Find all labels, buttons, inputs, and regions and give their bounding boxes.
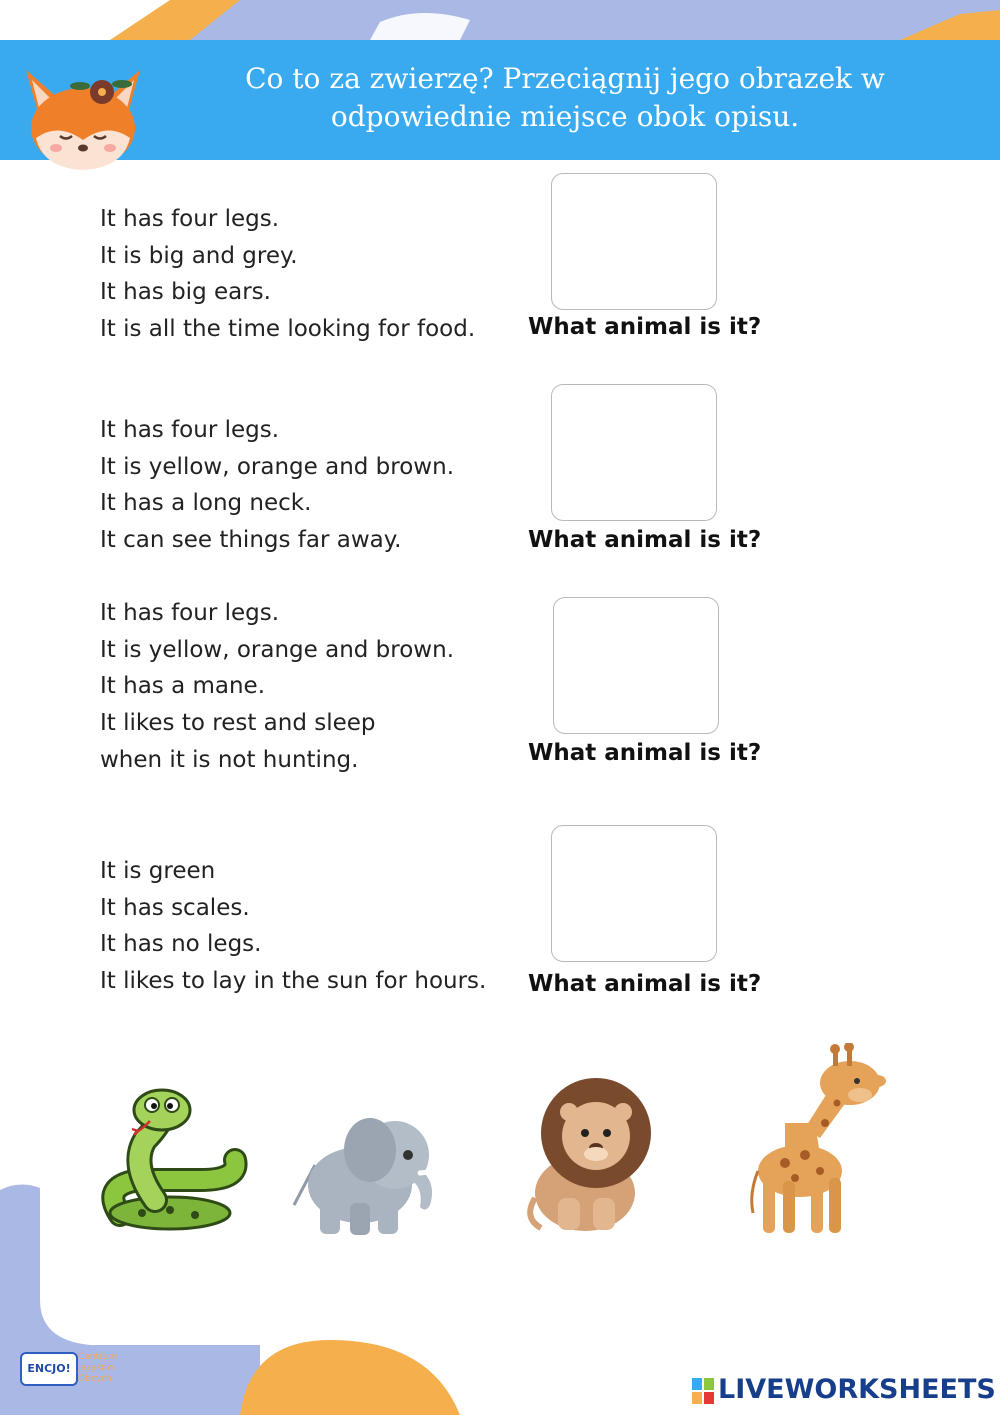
question-label-3: What animal is it? [528, 740, 762, 766]
page-title: Co to za zwierzę? Przeciągnij jego obrazek w odpowiednie miejsce obok opisu. [245, 62, 885, 133]
fox-mascot-icon [18, 60, 148, 175]
description-2 [100, 412, 520, 559]
description-3 [100, 595, 520, 778]
drop-zone-3[interactable] [553, 597, 719, 734]
encjo-logo: ENCJO! [20, 1352, 78, 1386]
description-line: It has four legs. [100, 206, 280, 232]
description-line: It has a long neck. [100, 490, 312, 517]
description-line: It is big and grey. [100, 242, 298, 269]
description-line: It is green [100, 858, 216, 884]
description-line: It is yellow, orange and brown. [100, 453, 455, 480]
lion-icon[interactable] [523, 1078, 671, 1233]
question-label-2: What animal is it? [528, 527, 762, 553]
drop-zone-2[interactable] [551, 384, 717, 521]
question-label-4: What animal is it? [528, 971, 762, 997]
description-line: when it is not hunting. [100, 746, 359, 773]
description-line: It is yellow, orange and brown. [100, 636, 455, 663]
drop-zone-4[interactable] [551, 825, 717, 962]
liveworksheets-logo-icon [692, 1378, 714, 1404]
description-line: It can see things far away. [100, 527, 402, 554]
drop-zone-1[interactable] [551, 173, 717, 310]
description-line: It likes to rest and sleep [100, 710, 376, 737]
elephant-icon[interactable] [290, 1105, 450, 1240]
description-line: It has no legs. [100, 931, 262, 958]
encjo-text-line: Centrum [78, 1352, 118, 1362]
description-line: It is all the time looking for food. [100, 316, 476, 343]
description-line: It has scales. [100, 894, 250, 921]
description-4 [100, 853, 520, 1000]
description-line: It has big ears. [100, 279, 271, 306]
description-line: It has four legs. [100, 600, 280, 626]
description-line: It has a mane. [100, 673, 266, 700]
encjo-text-line: Obcych [78, 1374, 112, 1384]
encjo-text [78, 1352, 117, 1385]
description-1 [100, 201, 520, 348]
top-decoration [0, 0, 1000, 40]
encjo-text-line: Języków [78, 1363, 114, 1373]
question-label-1: What animal is it? [528, 314, 762, 340]
liveworksheets-brand: LIVEWORKSHEETS [718, 1374, 996, 1405]
description-line: It has four legs. [100, 417, 280, 443]
giraffe-icon[interactable] [745, 1043, 890, 1243]
description-line: It likes to lay in the sun for hours. [100, 968, 487, 995]
snake-icon[interactable] [100, 1085, 248, 1235]
